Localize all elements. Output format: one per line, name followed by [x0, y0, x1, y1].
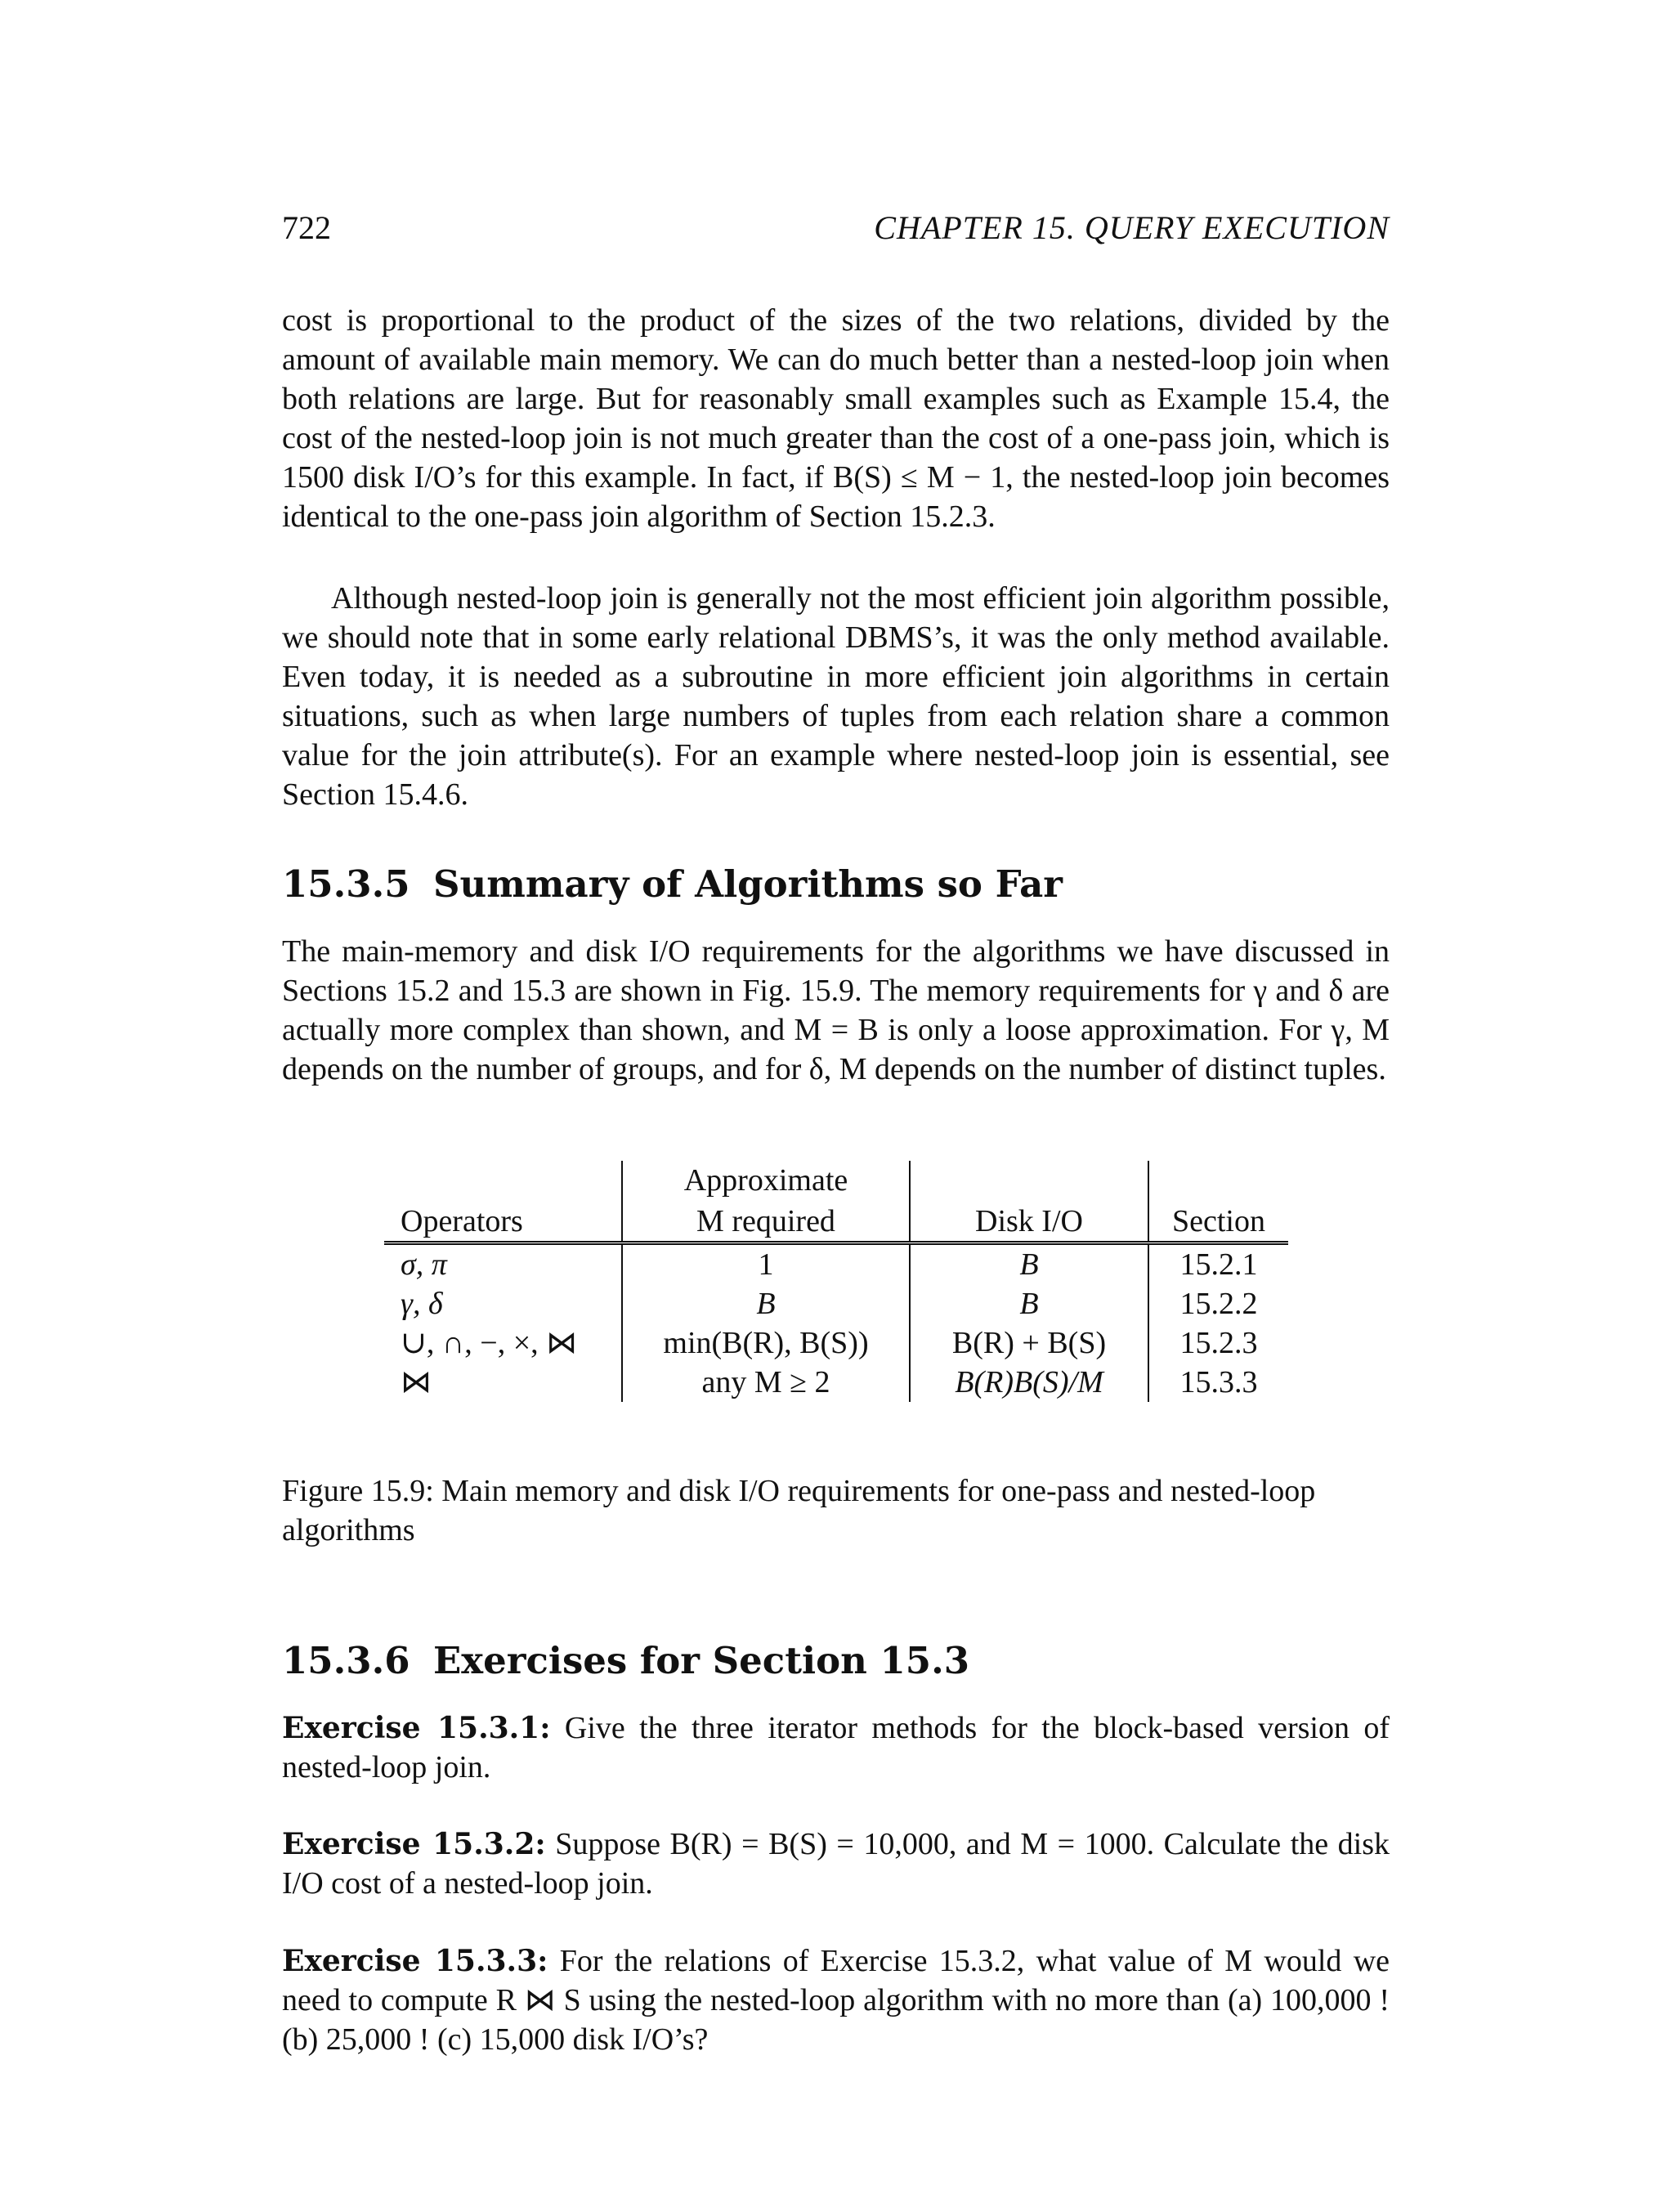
exercise-label: Exercise 15.3.1: [282, 1711, 551, 1745]
cell-operators: σ, π [401, 1247, 447, 1282]
cell-m-required: any M ≥ 2 [622, 1363, 910, 1402]
page-number: 722 [282, 209, 331, 246]
table-row [384, 1243, 1288, 1285]
cell-disk-io: B(R) + B(S) [910, 1323, 1148, 1363]
requirements-table [384, 1161, 1288, 1402]
section-15-3-5-body: The main-memory and disk I/O requirements for the algorithms we have discussed in Sections 15.2 and 15.3 are shown in Fig. 15.9. The memory requirements for γ and δ are actually more complex than shown, and M = B is only a loose approximation. For γ, M depends on the number of groups, and for δ, M depends on the number of distinct tuples. [282, 934, 1390, 1086]
exercise-15-3-3 [282, 1941, 1390, 2059]
table-header-row [384, 1200, 1288, 1243]
table-header-row-top [384, 1161, 1288, 1200]
exercise-label: Exercise 15.3.2: [282, 1827, 546, 1861]
cell-m-required: B [622, 1284, 910, 1323]
section-heading-15-3-5 [282, 862, 1063, 906]
header-m-required: M required [622, 1200, 910, 1243]
cell-disk-io: B [910, 1243, 1148, 1285]
exercise-text: Suppose B(R) = B(S) = 10,000, and M = 1000. Calculate the disk I/O cost of a nested-loop join. [282, 1827, 1390, 1901]
cell-operators: γ, δ [401, 1287, 443, 1321]
cell-m-required: min(B(R), B(S)) [622, 1323, 910, 1363]
table-row [384, 1363, 1288, 1402]
exercise-text: Give the three iterator methods for the block-based version of nested-loop join. [282, 1711, 1390, 1784]
cell-section: 15.2.1 [1148, 1243, 1288, 1285]
cell-disk-io: B(R)B(S)/M [910, 1363, 1148, 1402]
table-row [384, 1323, 1288, 1363]
section-heading-15-3-6 [282, 1639, 969, 1682]
header-approximate: Approximate [622, 1161, 910, 1200]
cell-operators: ∪, ∩, −, ×, ⋈ [401, 1326, 578, 1360]
cell-m-required: 1 [622, 1243, 910, 1285]
header-disk-io: Disk I/O [910, 1200, 1148, 1243]
cell-section: 15.3.3 [1148, 1363, 1288, 1402]
header-operators: Operators [384, 1200, 622, 1243]
cell-section: 15.2.3 [1148, 1323, 1288, 1363]
section-number: 15.3.6 [282, 1639, 410, 1682]
intro-paragraph-2: Although nested-loop join is generally not the most efficient join algorithm possible, we should note that in some early relational DBMS’s, it was the only method available. Even today, it is needed as a subroutine in more efficient join algorithms in certain situations, such as when large numbers of tuples from each relation share a common value for the join attribute(s). For an example where nested-loop join is essential, see Section 15.4.6. [282, 581, 1390, 812]
cell-disk-io: B [910, 1284, 1148, 1323]
exercise-text: For the relations of Exercise 15.3.2, what value of M would we need to compute R ⋈ S using the nested-loop algorithm with no more than (a) 100,000 ! (b) 25,000 ! (c) 15,000 disk I/O’s? [282, 1944, 1390, 2057]
figure-caption: Figure 15.9: Main memory and disk I/O requirements for one-pass and nested-loop algorithms [282, 1474, 1316, 1547]
cell-operators: ⋈ [401, 1365, 432, 1399]
section-title: Exercises for Section 15.3 [433, 1639, 970, 1682]
section-title: Summary of Algorithms so Far [433, 862, 1063, 906]
exercise-15-3-2 [282, 1825, 1390, 1903]
exercise-15-3-1 [282, 1708, 1390, 1787]
exercise-label: Exercise 15.3.3: [282, 1944, 548, 1978]
header-section: Section [1148, 1200, 1288, 1243]
table-row [384, 1284, 1288, 1323]
section-number: 15.3.5 [282, 862, 410, 906]
intro-paragraph-1: cost is proportional to the product of the sizes of the two relations, divided by the amount of available main memory. We can do much better than a nested-loop join when both relations are large. But for reasonably small examples such as Example 15.4, the cost of the nested-loop join is not much greater than the cost of a one-pass join, which is 1500 disk I/O’s for this example. In fact, if B(S) ≤ M − 1, the nested-loop join becomes identical to the one-pass join algorithm of Section 15.2.3. [282, 303, 1390, 534]
cell-section: 15.2.2 [1148, 1284, 1288, 1323]
page-header [282, 208, 1390, 249]
chapter-title: CHAPTER 15. QUERY EXECUTION [874, 209, 1390, 246]
